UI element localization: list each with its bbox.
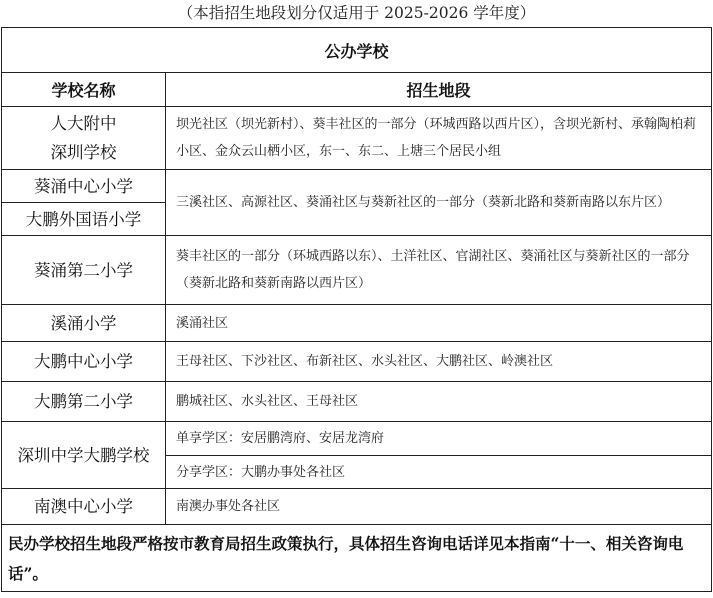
enrollment-area: 溪涌社区 — [166, 305, 712, 342]
table-row — [2, 489, 712, 525]
school-name: 大鹏第二小学 — [2, 382, 166, 422]
table-row — [2, 422, 712, 456]
table-row — [2, 107, 712, 170]
table-row — [2, 342, 712, 382]
enrollment-area-single: 单享学区：安居鹏湾府、安居龙湾府 — [166, 422, 712, 456]
school-name: 溪涌小学 — [2, 305, 166, 342]
school-name: 深圳中学大鹏学校 — [2, 422, 166, 489]
table-row — [2, 236, 712, 305]
school-name — [2, 107, 166, 170]
table-title: 公办学校 — [2, 28, 712, 73]
enrollment-area: 王母社区、下沙社区、布新社区、水头社区、大鹏社区、岭澳社区 — [166, 342, 712, 382]
school-name-line: 人大附中 — [50, 114, 117, 133]
enrollment-zone-table — [1, 27, 712, 592]
enrollment-area-shared: 分享学区：大鹏办事处各社区 — [166, 456, 712, 489]
enrollment-area: 坝光社区（坝光新村）、葵丰社区的一部分（环城西路以西片区），含坝光新村、承翰陶柏莉小区、金众云山栖小区，东一、东二、上塘三个居民小组 — [166, 107, 712, 170]
enrollment-area: 鹏城社区、水头社区、王母社区 — [166, 382, 712, 422]
table-row — [2, 382, 712, 422]
enrollment-area: 三溪社区、高源社区、葵涌社区与葵新社区的一部分（葵新北路和葵新南路以东片区） — [166, 170, 712, 236]
school-name: 南澳中心小学 — [2, 489, 166, 525]
private-school-note: 民办学校招生地段严格按市教育局招生政策执行，具体招生咨询电话详见本指南“十一、相关咨询电话”。 — [2, 525, 712, 592]
school-name: 葵涌第二小学 — [2, 236, 166, 305]
header-enrollment-area: 招生地段 — [166, 73, 712, 107]
table-row — [2, 170, 712, 203]
school-name: 大鹏中心小学 — [2, 342, 166, 382]
enrollment-area: 南澳办事处各社区 — [166, 489, 712, 525]
school-name-line: 深圳学校 — [50, 143, 117, 162]
table-row — [2, 305, 712, 342]
header-school-name: 学校名称 — [2, 73, 166, 107]
school-name: 葵涌中心小学 — [2, 170, 166, 203]
school-name: 大鹏外国语小学 — [2, 203, 166, 236]
enrollment-area: 葵丰社区的一部分（环城西路以东）、土洋社区、官湖社区、葵涌社区与葵新社区的一部分（葵新北路和葵新南路以西片区） — [166, 236, 712, 305]
document-caption: （本指招生地段划分仅适用于 2025-2026 学年度） — [177, 4, 536, 22]
